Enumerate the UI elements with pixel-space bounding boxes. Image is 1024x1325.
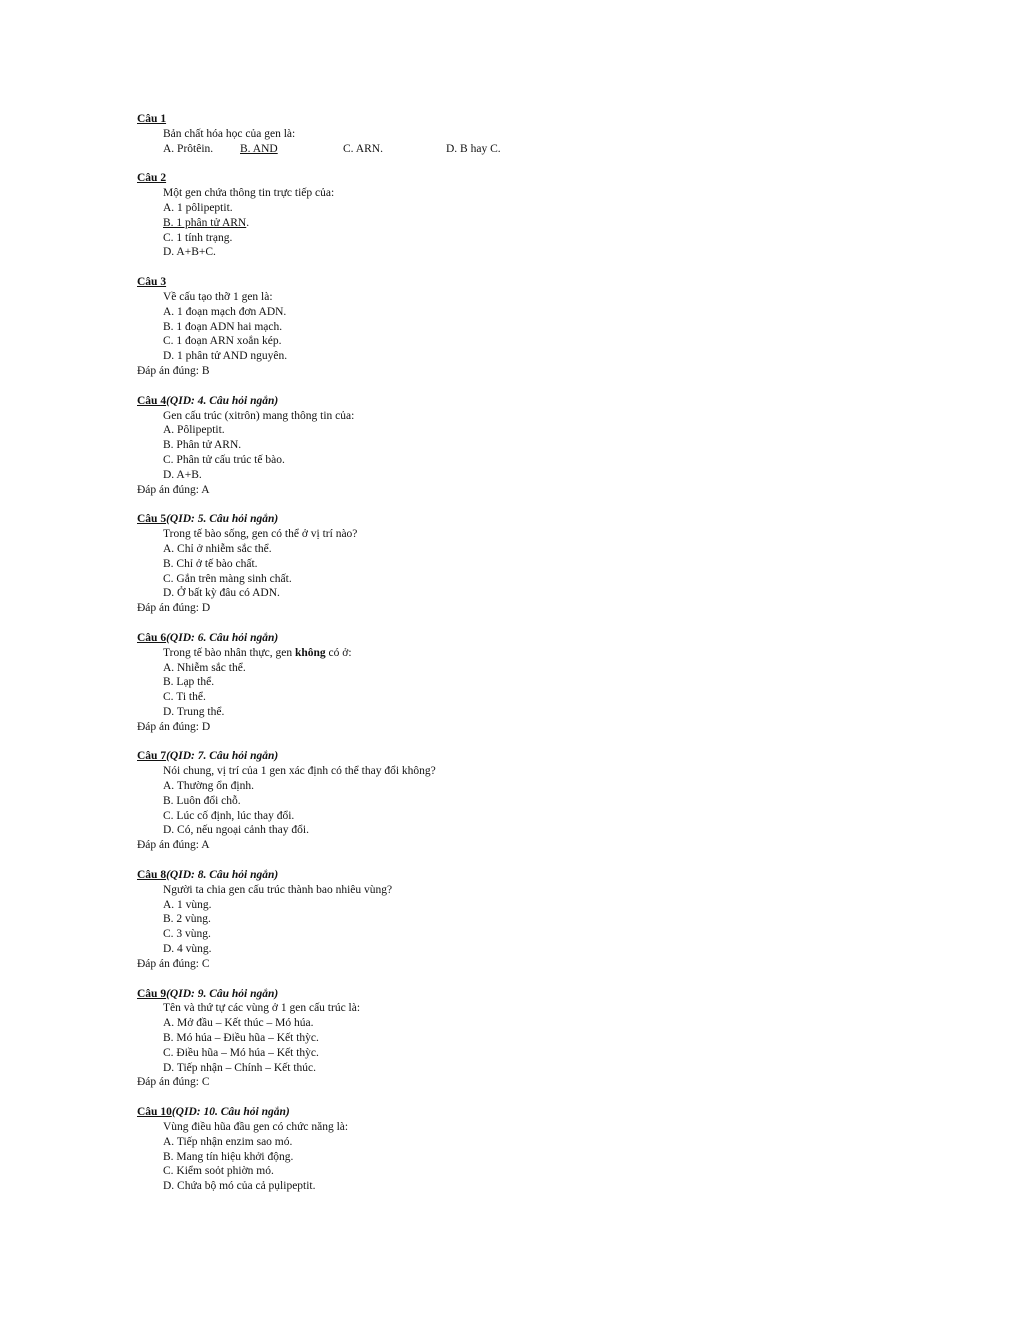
option-b: B. Mang tín hiệu khởi động. <box>163 1150 294 1163</box>
option-d: D. 4 vùng. <box>163 943 212 956</box>
question-label: Câu 4 <box>137 394 167 407</box>
question-stem: Nói chung, vị trí của 1 gen xác định có thể thay đổi không? <box>163 765 436 778</box>
question-5 <box>137 512 897 616</box>
option-b: B. 1 đoạn ADN hai mạch. <box>163 320 283 333</box>
question-2 <box>137 171 897 260</box>
option-a: A. Mở đầu – Kết thúc – Mó húa. <box>163 1017 314 1030</box>
correct-answer: Đáp án đúng: A <box>137 483 210 496</box>
question-label: Câu 6 <box>137 631 167 644</box>
option-d: D. Chứa bộ mó của cả pụlipeptit. <box>163 1180 316 1193</box>
option-b-correct: B. AND <box>240 142 278 155</box>
option-a: A. 1 đoạn mạch đơn ADN. <box>163 305 287 318</box>
question-7 <box>137 749 897 853</box>
question-label: Câu 7 <box>137 750 167 763</box>
option-c: C. Phân tử cấu trúc tế bào. <box>163 453 285 466</box>
question-label: Câu 2 <box>137 172 167 185</box>
option-b: B. Lạp thể. <box>163 676 215 689</box>
option-d: D. Có, nếu ngoại cảnh thay đổi. <box>163 824 309 837</box>
option-c: C. Ti thể. <box>163 691 206 704</box>
question-stem: Gen cấu trúc (xitrôn) mang thông tin của: <box>163 409 355 422</box>
question-label: Câu 10 <box>137 1106 172 1119</box>
question-6 <box>137 631 897 735</box>
option-c: C. ARN. <box>343 142 383 155</box>
question-label: Câu 9 <box>137 987 167 1000</box>
option-a: A. Nhiễm sắc thể. <box>163 661 246 674</box>
option-c: C. 1 tính trạng. <box>163 231 233 244</box>
question-id: (QID: 9. Câu hỏi ngắn) <box>166 987 279 1000</box>
question-1 <box>137 112 897 156</box>
option-c: C. Gắn trên màng sinh chất. <box>163 572 292 585</box>
question-4 <box>137 394 897 498</box>
option-a: A. Thường ổn định. <box>163 780 255 793</box>
option-b: B. Luôn đổi chỗ. <box>163 794 241 807</box>
question-label: Câu 1 <box>137 113 167 125</box>
question-stem: Trong tế bào nhân thực, gen không có ở: <box>163 646 352 659</box>
question-id: (QID: 10. Câu hỏi ngắn) <box>171 1106 290 1119</box>
option-a: A. Chỉ ở nhiễm sắc thể. <box>163 542 272 555</box>
question-id: (QID: 8. Câu hỏi ngắn) <box>166 869 279 882</box>
question-id: (QID: 7. Câu hỏi ngắn) <box>166 750 279 763</box>
option-c: C. 3 vùng. <box>163 928 211 941</box>
question-stem: Một gen chứa thông tin trực tiếp của: <box>163 187 335 200</box>
option-a: A. Prôtêin. <box>163 142 214 155</box>
option-d: D. Trung thể. <box>163 705 225 718</box>
question-stem: Tên và thứ tự các vùng ở 1 gen cấu trúc là: <box>163 1002 361 1015</box>
question-10 <box>137 1105 897 1194</box>
question-id: (QID: 6. Câu hỏi ngắn) <box>166 631 279 644</box>
question-id: (QID: 5. Câu hỏi ngắn) <box>166 513 279 526</box>
option-b: B. Chỉ ở tế bào chất. <box>163 557 258 570</box>
option-b: B. Mó húa – Điều hũa – Kết thỳc. <box>163 1032 319 1045</box>
option-b: B. 2 vùng. <box>163 913 211 926</box>
option-b-correct: B. 1 phân tử ARN. <box>163 216 250 229</box>
option-a: A. 1 vùng. <box>163 898 212 911</box>
question-stem: Bản chất hóa học của gen là: <box>163 127 296 140</box>
question-8 <box>137 868 897 972</box>
document-page <box>137 112 897 1194</box>
option-d: D. Ở bất kỳ đâu có ADN. <box>163 587 280 600</box>
correct-answer: Đáp án đúng: D <box>137 720 211 733</box>
option-a: A. 1 pôlipeptit. <box>163 201 233 214</box>
question-label: Câu 5 <box>137 513 167 526</box>
correct-answer: Đáp án đúng: C <box>137 957 210 970</box>
question-label: Câu 8 <box>137 869 167 882</box>
option-d: D. A+B+C. <box>163 246 216 259</box>
option-d: D. B hay C. <box>446 142 501 155</box>
option-a: A. Pôlipeptit. <box>163 424 225 437</box>
option-b: B. Phân tử ARN. <box>163 439 242 452</box>
option-c: C. Điều hũa – Mó húa – Kết thỳc. <box>163 1046 319 1059</box>
correct-answer: Đáp án đúng: A <box>137 839 210 852</box>
option-d: D. A+B. <box>163 468 202 481</box>
question-stem: Người ta chia gen cấu trúc thành bao nhiêu vùng? <box>163 883 393 896</box>
correct-answer: Đáp án đúng: B <box>137 364 210 377</box>
emphasis-khong: không <box>294 646 326 659</box>
question-9 <box>137 987 897 1091</box>
correct-answer: Đáp án đúng: D <box>137 602 211 615</box>
option-d: D. 1 phân tử AND nguyên. <box>163 350 288 363</box>
inline-options <box>137 142 897 157</box>
question-stem: Về cấu tạo thỡ 1 gen là: <box>163 290 273 303</box>
question-label: Câu 3 <box>137 276 167 289</box>
option-c: C. Kiểm soỏt phiờn mó. <box>163 1165 274 1178</box>
question-stem: Vùng điều hũa đầu gen có chức năng là: <box>163 1121 349 1134</box>
option-d: D. Tiếp nhận – Chính – Kết thúc. <box>163 1061 317 1074</box>
question-3 <box>137 275 897 379</box>
question-stem: Trong tế bào sống, gen có thể ở vị trí nào? <box>163 528 358 541</box>
option-c: C. 1 đoạn ARN xoắn kép. <box>163 335 282 348</box>
option-a: A. Tiếp nhận enzim sao mó. <box>163 1135 293 1148</box>
option-c: C. Lúc cố định, lúc thay đổi. <box>163 809 295 822</box>
question-id: (QID: 4. Câu hỏi ngắn) <box>166 394 279 407</box>
correct-answer: Đáp án đúng: C <box>137 1076 210 1089</box>
